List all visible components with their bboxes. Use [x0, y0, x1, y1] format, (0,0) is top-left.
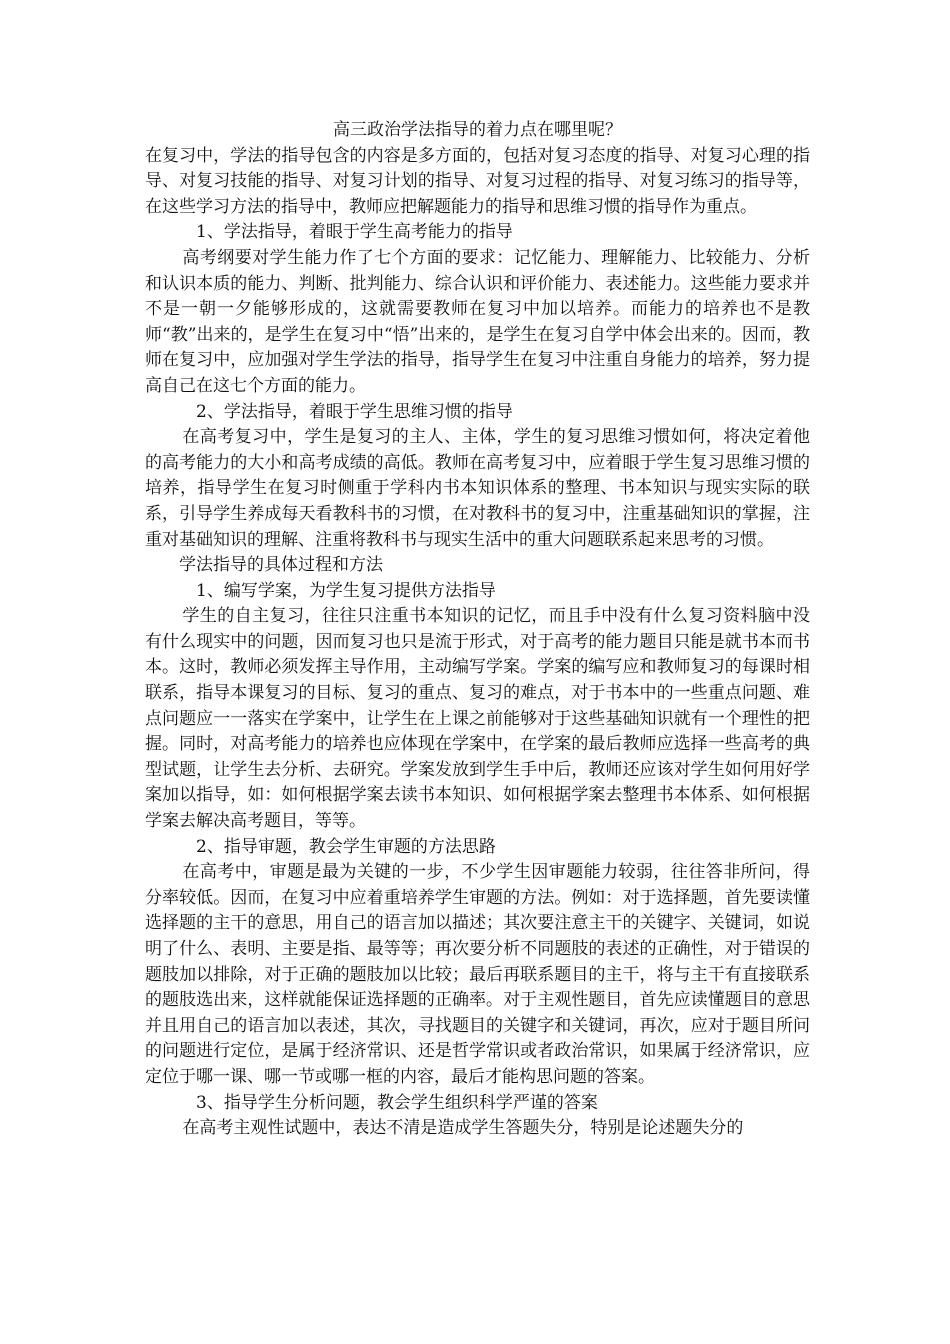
- paragraph-point-1: 高考纲要对学生能力作了七个方面的要求：记忆能力、理解能力、比较能力、分析和认识本质的能力、判断、批判能力、综合认识和评价能力、表述能力。这些能力要求并不是一朝一夕能够形成的，这就需要教师在复习中加以培养。而能力的培养也不是教师“教”出来的，是学生在复习中“悟”出来的，是学生在复习自学中体会出来的。因而，教师在复习中，应加强对学生学法的指导，指导学生在复习中注重自身能力的培养，努力提高自己在这七个方面的能力。: [145, 247, 810, 396]
- paragraph-method-2: 在高考中，审题是最为关键的一步，不少学生因审题能力较弱，往往答非所问，得分率较低。因而，在复习中应着重培养学生审题的方法。例如：对于选择题，首先要读懂选择题的主干的意思，用自己的语言加以描述；其次要注意主干的关键字、关键词，如说明了什么、表明、主要是指、最等等；再次要分析不同题肢的表述的正确性，对于错误的题肢加以排除，对于正确的题肢加以比较；最后再联系题目的主干，将与主干有直接联系的题肢选出来，这样就能保证选择题的正确率。对于主观性题目，首先应读懂题目的意思并且用自己的语言加以表述，其次，寻找题目的关键字和关键词，再次，应对于题目所问的问题进行定位，是属于经济常识、还是哲学常识或者政治常识，如果属于经济常识，应定位于哪一课、哪一节或哪一框的内容，最后才能构思问题的答案。: [145, 862, 810, 1087]
- paragraph-method-3: 在高考主观性试题中，表达不清是造成学生答题失分，特别是论述题失分的: [182, 1118, 744, 1139]
- heading-methods: 学法指导的具体过程和方法: [179, 555, 383, 576]
- paragraph-method-1: 学生的自主复习，往往只注重书本知识的记忆，而且手中没有什么复习资料脑中没有什么现实中的问题，因而复习也只是流于形式，对于高考的能力题目只能是就书本而书本。这时，教师必须发挥主导作用，主动编写学案。学案的编写应和教师复习的每课时相联系，指导本课复习的目标、复习的重点、复习的难点，对于书本中的一些重点问题、难点问题应一一落实在学案中，让学生在上课之前能够对于这些基础知识就有一个理性的把握。同时，对高考能力的培养也应体现在学案中，在学案的最后教师应选择一些高考的典型试题，让学生去分析、去研究。学案发放到学生手中后，教师还应该对学生如何用好学案加以指导，如：如何根据学案去读书本知识、如何根据学案去整理书本体系、如何根据学案去解决高考题目，等等。: [145, 606, 810, 832]
- document-page: [145, 118, 810, 1142]
- document-title: 高三政治学法指导的着力点在哪里呢？: [333, 120, 622, 140]
- heading-method-2: 2、指导审题，教会学生审题的方法思路: [196, 836, 496, 857]
- paragraph-intro: 在复习中，学法的指导包含的内容是多方面的，包括对复习态度的指导、对复习心理的指导、对复习技能的指导、对复习计划的指导、对复习过程的指导、对复习练习的指导等，在这些学习方法的指导中，教师应把解题能力的指导和思维习惯的指导作为重点。: [145, 145, 810, 217]
- heading-point-1: 1、学法指导，着眼于学生高考能力的指导: [196, 222, 513, 243]
- heading-method-3: 3、指导学生分析问题，教会学生组织科学严谨的答案: [196, 1092, 598, 1113]
- paragraph-point-2: 在高考复习中，学生是复习的主人、主体，学生的复习思维习惯如何，将决定着他的高考能力的大小和高考成绩的高低。教师在高考复习中，应着眼于学生复习思维习惯的培养，指导学生在复习时侧重于学科内书本知识体系的整理、书本知识与现实实际的联系，引导学生养成每天看教科书的习惯，在对教科书的复习中，注重基础知识的掌握，注重对基础知识的理解、注重将教科书与现实生活中的重大问题联系起来思考的习惯。: [145, 427, 810, 550]
- heading-point-2: 2、学法指导，着眼于学生思维习惯的指导: [196, 401, 513, 422]
- heading-method-1: 1、编写学案，为学生复习提供方法指导: [196, 580, 496, 601]
